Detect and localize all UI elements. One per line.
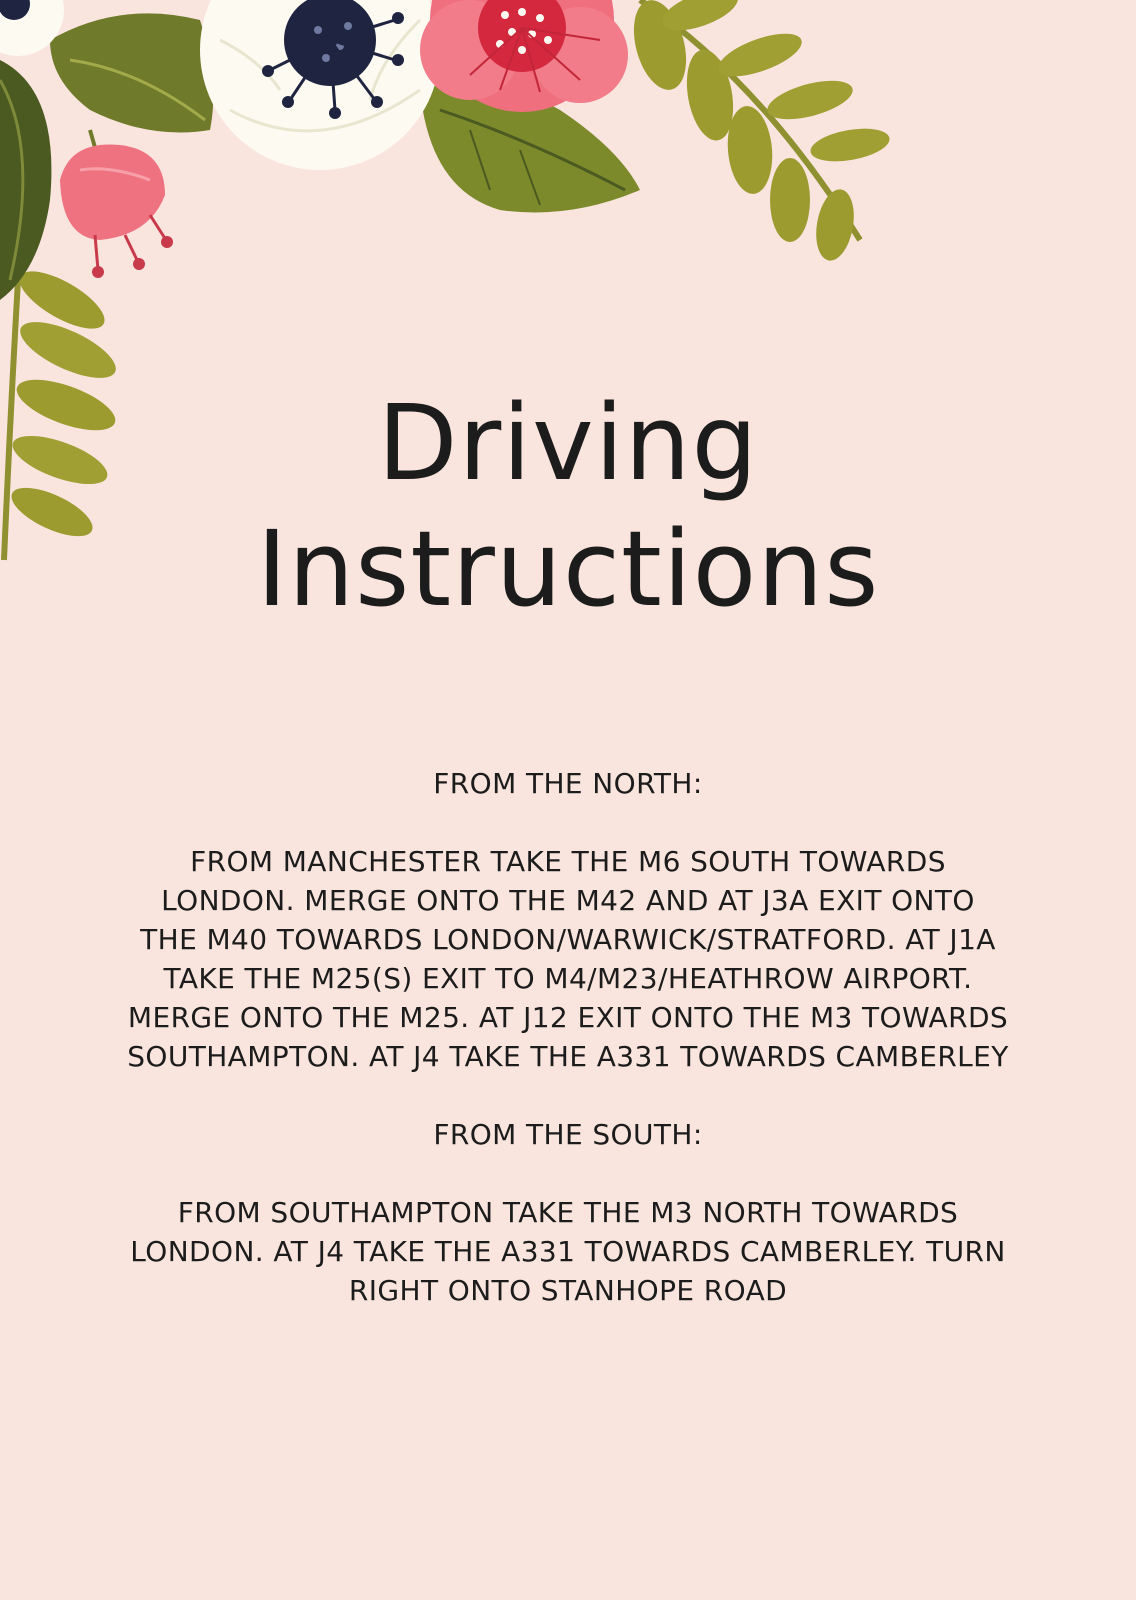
south-line: FROM SOUTHAMPTON TAKE THE M3 NORTH TOWARDS bbox=[177, 1196, 959, 1229]
north-line: FROM MANCHESTER TAKE THE M6 SOUTH TOWARDS bbox=[190, 845, 946, 878]
north-line: TAKE THE M25(S) EXIT TO M4/M23/HEATHROW AIRPORT. bbox=[163, 962, 973, 995]
pink-flower-icon bbox=[420, 0, 628, 112]
dark-leaf-icon bbox=[0, 60, 51, 300]
north-line: THE M40 TOWARDS LONDON/WARWICK/STRATFORD. AT J1A bbox=[140, 923, 996, 956]
white-flower-icon bbox=[200, 0, 440, 170]
north-directions bbox=[100, 842, 1036, 1076]
north-line: LONDON. MERGE ONTO THE M42 AND AT J3A EXIT ONTO bbox=[161, 884, 975, 917]
north-line: MERGE ONTO THE M25. AT J12 EXIT ONTO THE M3 TOWARDS bbox=[127, 1001, 1009, 1034]
south-line: LONDON. AT J4 TAKE THE A331 TOWARDS CAMBERLEY. TURN bbox=[130, 1235, 1006, 1268]
south-directions bbox=[100, 1193, 1036, 1310]
directions-text bbox=[100, 764, 1036, 1349]
page-title bbox=[0, 380, 1136, 632]
north-heading: FROM THE NORTH: bbox=[433, 767, 703, 800]
right-fern-icon bbox=[625, 0, 892, 264]
olive-leaf-icon bbox=[50, 13, 213, 132]
south-line: RIGHT ONTO STANHOPE ROAD bbox=[348, 1274, 788, 1307]
north-line: SOUTHAMPTON. AT J4 TAKE THE A331 TOWARDS CAMBERLEY bbox=[127, 1040, 1009, 1073]
title-line-1: Driving bbox=[377, 382, 759, 504]
title-line-2: Instructions bbox=[256, 508, 880, 630]
south-heading: FROM THE SOUTH: bbox=[433, 1118, 703, 1151]
pink-bell-flower-icon bbox=[60, 130, 173, 278]
